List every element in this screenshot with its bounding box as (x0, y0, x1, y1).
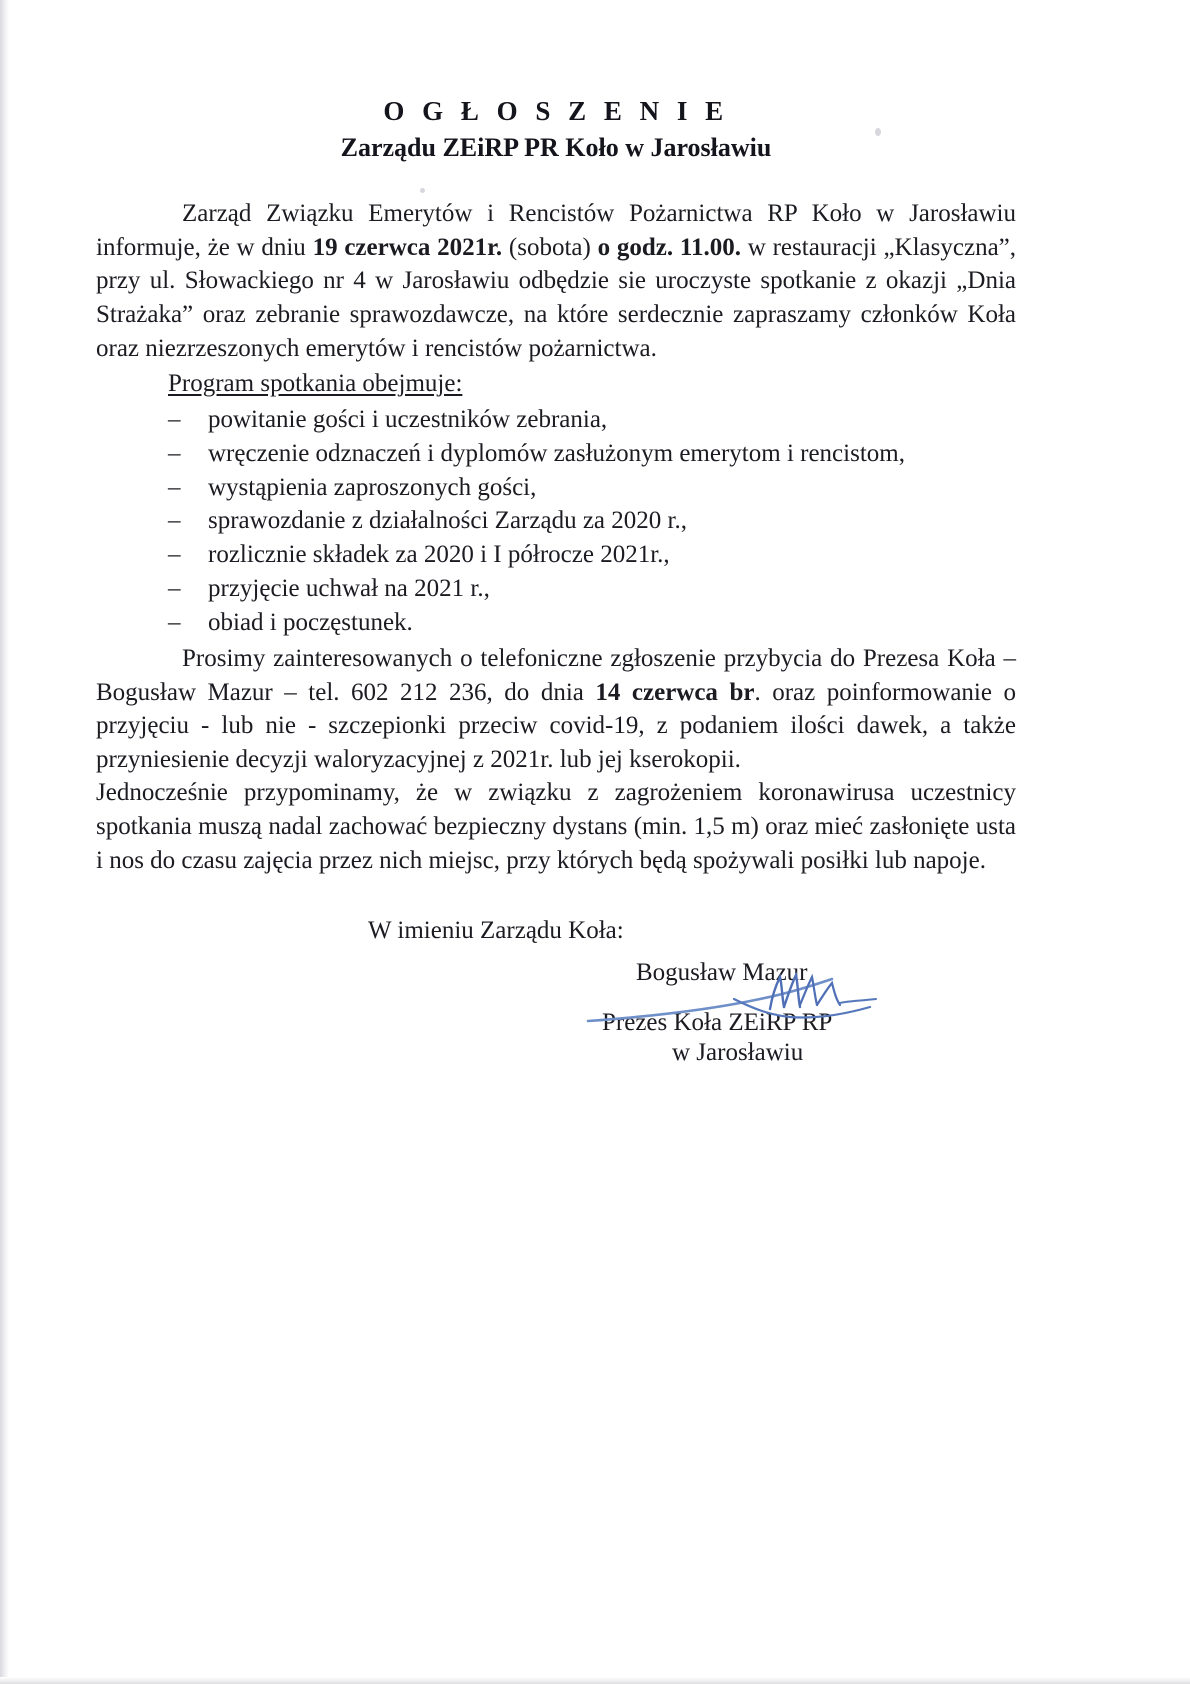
list-item (96, 437, 1016, 471)
intro-bold-hour: 11.00. (679, 233, 742, 261)
intro-paragraph (96, 197, 1016, 365)
intro-bold-date: 19 czerwca 2021r. (312, 233, 503, 261)
list-item (96, 471, 1016, 505)
program-heading: Program spotkania obejmuje: (168, 370, 463, 398)
list-dash: – (168, 439, 181, 467)
scan-edge-bottom (0, 1677, 1190, 1684)
list-item (96, 606, 1016, 640)
signature-block (96, 917, 1016, 1097)
list-item-label: rozlicznie składek za 2020 i I półrocze 2021r., (208, 541, 670, 569)
list-item-label: wręczenie odznaczeń i dyplomów zasłużonym emerytom i rencistom, (208, 439, 905, 467)
list-dash: – (168, 609, 181, 636)
list-item (96, 538, 1016, 572)
scan-edge-left (0, 0, 9, 1684)
list-dash: – (168, 507, 181, 535)
signature-place: w Jarosławiu (672, 1039, 804, 1067)
signature-on-behalf: W imieniu Zarządu Koła: (368, 917, 624, 945)
list-dash: – (168, 541, 181, 569)
list-item-label: sprawozdanie z działalności Zarządu za 2020 r., (208, 507, 687, 535)
document-content (96, 96, 1016, 1097)
list-dash: – (168, 575, 181, 603)
page-subtitle: Zarządu ZEiRP PR Koło w Jarosławiu (340, 133, 772, 162)
closing-block (96, 642, 1016, 877)
contact-text-2: . oraz poinformowanie o przyjęciu - lub nie - szczepionki przeciw covid-19, z podaniem ilości dawek, a także przyniesienie decyzji waloryzacyjnej z 2021r. lub jej kserokopii. (96, 678, 1016, 773)
signature-title: Prezes Koła ZEiRP RP (602, 1009, 833, 1037)
intro-text-3 (673, 234, 680, 261)
contact-text-1: Prosimy zainteresowanych o telefoniczne zgłoszenie przybycia do Prezesa Koła – Bogusław Mazur – tel. 602 212 236, do dnia (96, 644, 1016, 706)
list-dash: – (168, 405, 181, 433)
list-item (96, 504, 1016, 538)
list-dash: – (168, 473, 181, 501)
list-item-label: powitanie gości i uczestników zebrania, (208, 405, 608, 433)
intro-bold-hour-label: o godz. (597, 233, 674, 261)
page-title: O G Ł O S Z E N I E (383, 96, 729, 126)
covid-paragraph: Jednocześnie przypominamy, że w związku z zagrożeniem koronawirusa uczestnicy spotkania muszą nadal zachować bezpieczny dystans (min. 1,5 m) oraz mieć zasłonięte usta i nos do czasu zajęcia przez nich miejsc, przy których będą spożywali posiłki lub napoje. (96, 779, 1016, 874)
list-item-label: wystąpienia zaproszonych gości, (208, 473, 537, 501)
list-item-label: przyjęcie uchwał na 2021 r., (208, 575, 490, 603)
contact-paragraph (96, 642, 1016, 777)
list-item-label: obiad i poczęstunek. (208, 609, 413, 636)
list-item (96, 403, 1016, 437)
intro-text-1: Zarząd Związku Emerytów i Rencistów Pożarnictwa RP Koło w Jarosławiu informuje, że w dniu (96, 200, 1016, 261)
contact-bold-deadline: 14 czerwca br (595, 678, 755, 706)
intro-text-2: (sobota) (502, 233, 598, 261)
list-item (96, 572, 1016, 606)
signature-name: Bogusław Mazur (636, 959, 808, 987)
intro-text-4: w restauracji „Klasyczna”, przy ul. Słowackiego nr 4 w Jarosławiu odbędzie sie uroczyste spotkanie z okazji „Dnia Strażaka” oraz zebranie sprawozdawcze, na które serdecznie zapraszamy członków Koła oraz niezrzeszonych emerytów i rencistów pożarnictwa. (96, 233, 1017, 362)
program-list (96, 403, 1016, 640)
